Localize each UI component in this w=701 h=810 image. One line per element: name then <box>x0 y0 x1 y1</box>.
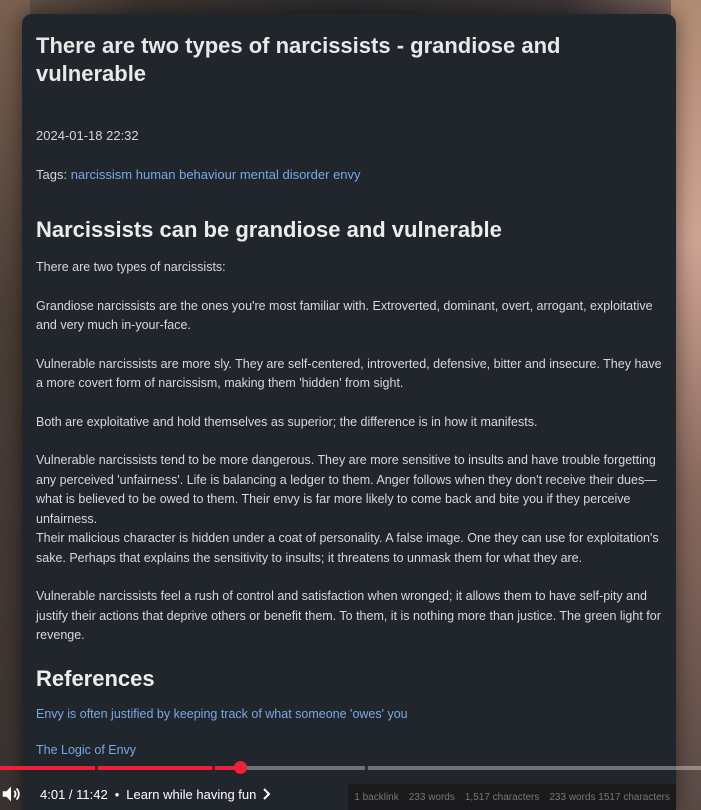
note-tags <box>36 167 662 182</box>
volume-icon[interactable] <box>0 783 22 805</box>
tag-envy[interactable]: envy <box>333 167 361 182</box>
separator-dot: • <box>114 786 120 802</box>
word-count: 233 words <box>408 791 455 803</box>
tag-mental-disorder[interactable]: mental disorder <box>239 167 330 182</box>
paragraph-control: Vulnerable narcissists feel a rush of control and satisfaction when wronged; it allows them to have self-pity and justify their actions that deprive others or benefit them. To them, it is nothing more than justice. The green light for revenge. <box>36 589 661 642</box>
paragraph-malicious: Their malicious character is hidden under a coat of personality. A false image. One they can use for exploitation's sake. Perhaps that explains the sensitivity to insults; it threatens to unmask them for what they are. <box>36 531 659 565</box>
chapter-title[interactable]: Learn while having fun <box>126 786 257 802</box>
chapter-divider <box>365 766 368 770</box>
tag-human-behaviour[interactable]: human behaviour <box>135 167 237 182</box>
paragraph-dangerous: Vulnerable narcissists tend to be more dangerous. They are more sensitive to insults and have trouble forgetting any perceived 'unfairness'. Life is balancing a ledger to them. Anger follows when they don't receive their dues—what is believed to be owed to them. Their envy is far more likely to come back and bite you if they perceive unfairness. <box>36 453 657 526</box>
section-heading: Narcissists can be grandiose and vulnerable <box>36 217 502 242</box>
word-character-summary: 233 words 1517 characters <box>549 791 670 803</box>
tag-narcissism[interactable]: narcissism <box>70 167 133 182</box>
chevron-right-icon[interactable] <box>262 788 272 800</box>
note-panel <box>22 14 676 810</box>
reference-link-logic-of-envy[interactable]: The Logic of Envy <box>36 742 137 757</box>
reference-link-envy-ledger[interactable]: Envy is often justified by keeping track of what someone 'owes' you <box>36 706 408 721</box>
paragraph-both: Both are exploitative and hold themselves as superior; the difference is in how it manifests. <box>36 414 538 429</box>
paragraph-intro: There are two types of narcissists: <box>36 260 226 274</box>
chapter-divider <box>95 766 98 770</box>
video-progress-fill <box>0 766 240 770</box>
tags-label: Tags: <box>36 167 68 182</box>
video-progress-bar[interactable] <box>0 766 701 770</box>
video-controls <box>0 780 701 808</box>
paragraph-vulnerable: Vulnerable narcissists are more sly. They are self-centered, introverted, defensive, bitter and insecure. They have a more covert form of narcissism, making them 'hidden' from sight. <box>36 356 662 390</box>
references-heading: References <box>36 665 155 691</box>
time-display: 4:01 / 11:42 <box>40 786 108 802</box>
backlink-count[interactable]: 1 backlink <box>354 791 399 803</box>
paragraph-grandiose: Grandiose narcissists are the ones you're most familiar with. Extroverted, dominant, overt, arrogant, exploitative and very much in-your-face. <box>36 298 653 332</box>
character-count: 1,517 characters <box>464 791 540 803</box>
chapter-divider <box>212 766 215 770</box>
note-title: There are two types of narcissists - grandiose and vulnerable <box>36 33 561 86</box>
note-date: 2024-01-18 22:32 <box>36 128 139 143</box>
